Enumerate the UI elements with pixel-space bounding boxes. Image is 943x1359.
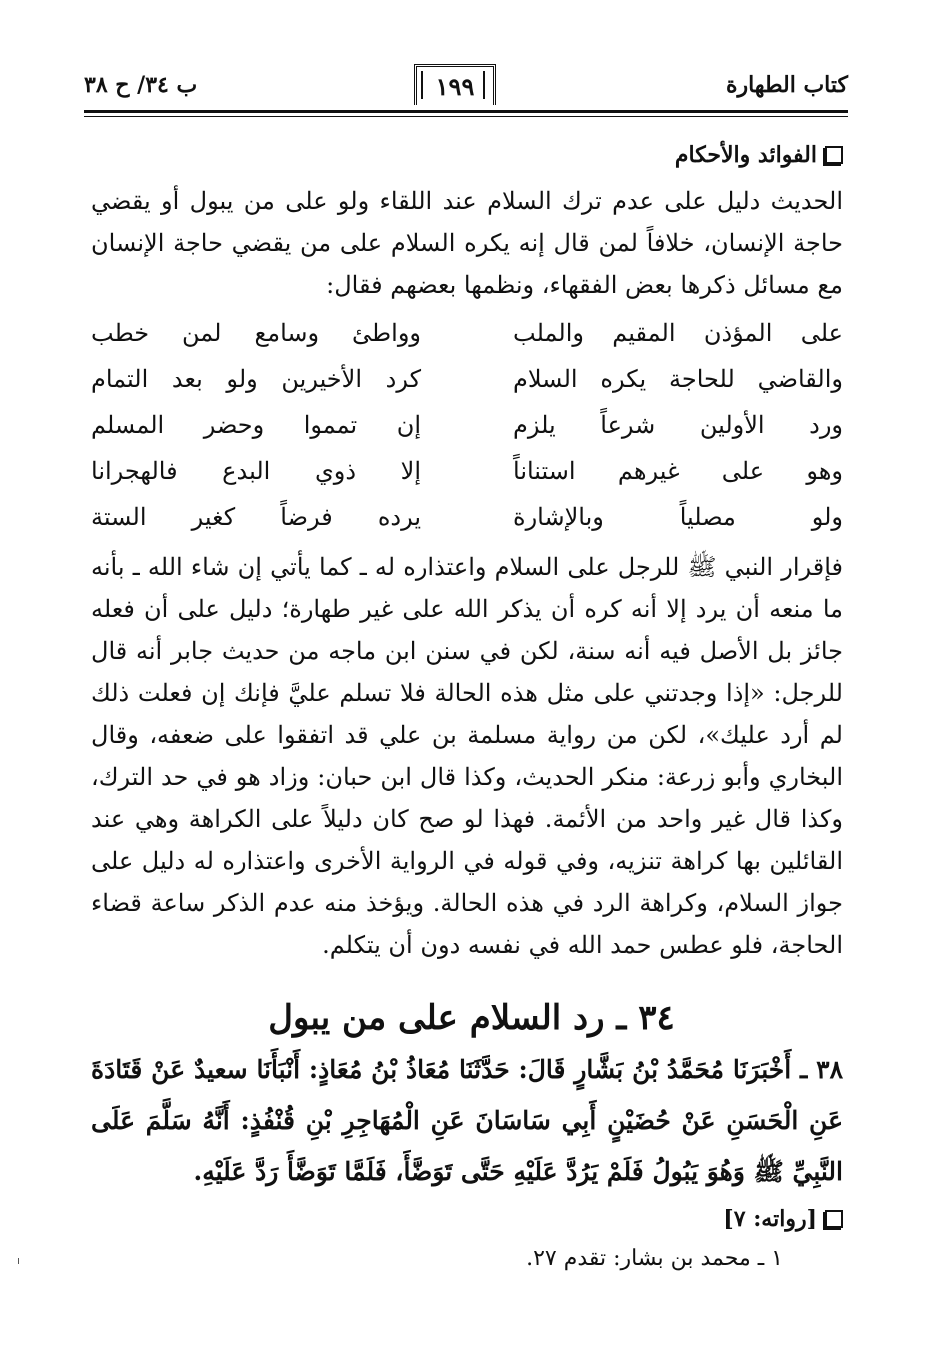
header-rule-thin [84, 116, 848, 117]
poem-verse [91, 356, 843, 402]
benefits-heading [675, 142, 843, 168]
poem-verse [91, 494, 843, 540]
poem-hemistich-first: ورد الأولين شرعاً يلزم [513, 411, 843, 439]
benefits-paragraph-2: فإقرار النبي ﷺ للرجل على السلام واعتذاره له ـ كما يأتي إن شاء الله ـ بأنه ما منعه أن يرد إلا أنه كره أن يذكر الله على غير طهارة؛ دليل على أن فعله جائز بل الأصل فيه أنه سنة، لكن في سنن ابن ماجه من حديث جابر أنه قال للرجل: «إذا وجدتني على مثل هذه الحالة فلا تسلم عليَّ فإنك إن فعلت ذلك لم أرد عليك»، لكن من رواية مسلمة بن علي قد اتفقوا على ضعفه، وقال البخاري وأبو زرعة: منكر الحديث، وكذا قال ابن حبان: وزاد هو في حد الترك، وكذا قال غير واحد من الأئمة. فهذا لو صح كان دليلاً على الكراهة وهي عند القائلين بها كراهة تنزيه، وفي قوله في الرواية الأخرى واعتذاره له دليل على جواز السلام، وكراهة الرد في هذه الحالة. ويؤخذ منه عدم الذكر ساعة قضاء الحاجة، فلو عطس حمد الله في نفسه دون أن يتكلم. [91, 553, 843, 959]
narrator-entry: ١ ـ محمد بن بشار: تقدم ٢٧. [526, 1246, 783, 1271]
narrators-title: [رواته: ٧] [723, 1206, 817, 1232]
poem-verse [91, 310, 843, 356]
benefits-title: الفوائد والأحكام [674, 142, 817, 168]
poem-hemistich-first: ولو مصلياً وبالإشارة [513, 503, 843, 531]
margin-mark [18, 1258, 22, 1264]
narrators-heading [723, 1206, 843, 1232]
checkbox-icon [825, 146, 843, 164]
poem-hemistich-second: إلا ذوي البدع فالهجرانا [91, 457, 421, 485]
checkbox-icon [825, 1210, 843, 1228]
page-header [84, 64, 848, 108]
hadith-text: ٣٨ ـ أَخْبَرَنَا مُحَمَّدُ بْنُ بَشَّارٍ قَالَ: حَدَّثَنَا مُعَاذُ بْنُ مُعَاذٍ: أَنْبَأَنَا سعيدٌ عَنْ قَتَادَةَ عَنِ الْحَسَنِ عَنْ حُضَيْنٍ أَبِي سَاسَانَ عَنِ الْمُهَاجِرِ بْنِ قُنْفُذٍ: أَنَّهُ سَلَّمَ عَلَى النَّبِيِّ ﷺ وَهُوَ يَبُولُ فَلَمْ يَرُدَّ عَلَيْهِ حَتَّى تَوَضَّأَ، فَلَمَّا تَوَضَّأَ رَدَّ عَلَيْهِ. [91, 1055, 843, 1186]
poem-hemistich-second: وواطئ وسامع لمن خطب [91, 319, 421, 347]
chapter-reference: ب ٣٤/ ح ٣٨ [84, 72, 198, 98]
chapter-title: ٣٤ ـ رد السلام على من يبول [268, 998, 675, 1038]
poem-hemistich-second: كرد الأخيرين ولو بعد التمام [91, 365, 421, 393]
poem-hemistich-first: والقاضي للحاجة يكره السلام [513, 365, 843, 393]
poem-hemistich-first: وهو على غيرهم استناناً [513, 457, 843, 485]
benefits-paragraph-1: الحديث دليل على عدم ترك السلام عند اللقاء ولو على من يبول أو يقضي حاجة الإنسان، خلافاً لمن قال إنه يكره السلام على من يقضي حاجة الإنسان مع مسائل ذكرها بعض الفقهاء، ونظمها بعضهم فقال: [91, 187, 843, 299]
poem-hemistich-second: إن تمموا وحضر المسلم [91, 411, 421, 439]
poem-hemistich-first: على المؤذن المقيم والملب [513, 319, 843, 347]
poem-verse [91, 402, 843, 448]
header-rule-thick [84, 110, 848, 113]
page-number: ١٩٩ [414, 64, 496, 105]
book-title: كتاب الطهارة [725, 72, 848, 98]
poem-hemistich-second: يرده فرضاً كغير الستة [91, 503, 421, 531]
poem-verse [91, 448, 843, 494]
poem [91, 310, 843, 540]
